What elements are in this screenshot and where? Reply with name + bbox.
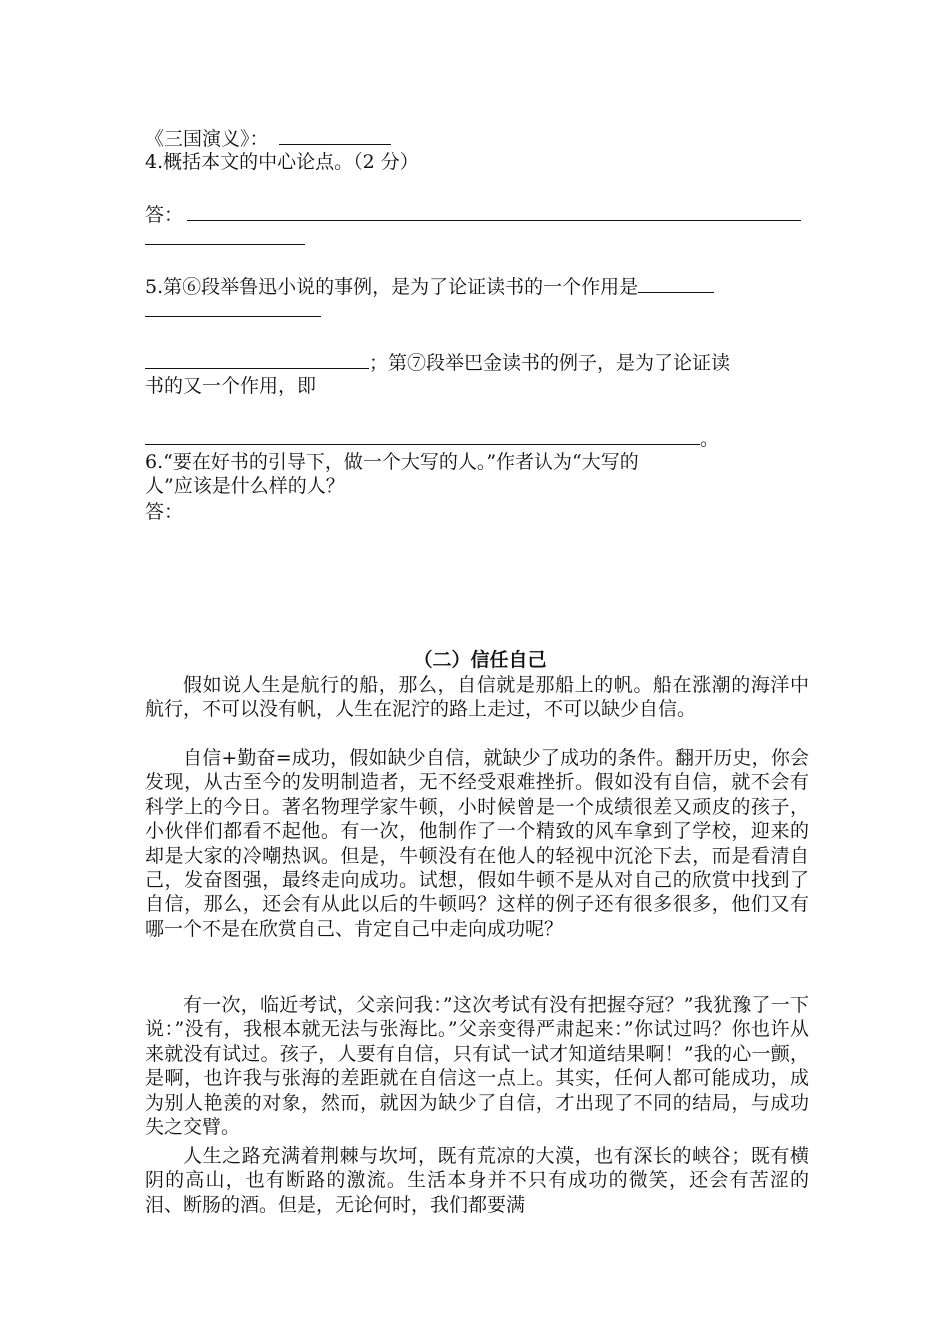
q5-answer-blank-2[interactable] [145, 298, 321, 317]
article-paragraph-4: 人生之路充满着荆棘与坎坷，既有荒凉的大漠，也有深长的峡谷；既有横阴的高山，也有断路的激流。生活本身并不只有成功的微笑，还会有苦涩的泪、断肠的酒。但是，无论何时，我们都要满 [145, 1145, 809, 1216]
q5-answer-line-2 [145, 298, 321, 323]
q5-mid-line [145, 350, 730, 375]
q6-line-2: 人”应该是什么样的人？ [145, 475, 345, 497]
q5-line-2: 书的又一个作用，即 [145, 375, 317, 397]
q5-mid-text: ；第⑦段举巴金读书的例子，是为了论证读 [369, 352, 731, 374]
q4-answer-blank-2[interactable] [145, 226, 305, 245]
article-title: （二）信任自己 [413, 649, 547, 671]
q3-tail-line [145, 126, 391, 151]
q4-answer-blank-1[interactable] [187, 202, 801, 221]
q5-final-line [145, 426, 719, 451]
q4-prompt: 4.概括本文的中心论点。（2 分） [145, 151, 419, 173]
article-paragraph-3: 有一次，临近考试，父亲问我：”这次考试有没有把握夺冠？”我犹豫了一下说：”没有，我根本就无法与张海比。”父亲变得严肃起来：”你试过吗？你也许从来就没有试过。孩子，人要有自信，只有试一试才知道结果啊！”我的心一颤，是啊，也许我与张海的差距就在自信这一点上。其实，任何人都可能成功，成为别人艳羡的对象，然而，就因为缺少了自信，才出现了不同的结局，与成功失之交臂。 [145, 994, 809, 1139]
q4-answer-line-2 [145, 226, 305, 251]
q6-answer-label: 答： [145, 501, 184, 523]
q5-answer-blank-1[interactable] [638, 274, 714, 293]
q5-prompt-line [145, 274, 714, 299]
q5-answer-blank-3[interactable] [145, 350, 369, 369]
q4-answer-line [145, 202, 801, 227]
article-paragraph-1: 假如说人生是航行的船，那么，自信就是那船上的帆。船在涨潮的海洋中航行，不可以没有帆，人生在泥泞的路上走过，不可以缺少自信。 [145, 674, 809, 721]
q5-end-mark: 。 [700, 428, 720, 450]
article-paragraph-2: 自信+勤奋=成功，假如缺少自信，就缺少了成功的条件。翻开历史，你会发现，从古至今的发明制造者，无不经受艰难挫折。假如没有自信，就不会有科学上的今日。著名物理学家牛顿，小时候曾是一个成绩很差又顽皮的孩子，小伙伴们都看不起他。有一次，他制作了一个精致的风车拿到了学校，迎来的却是大家的冷嘲热讽。但是，牛顿没有在他人的轻视中沉沦下去，而是看清自己，发奋图强，最终走向成功。试想，假如牛顿不是从对自己的欣赏中找到了自信，那么，还会有从此以后的牛顿吗？这样的例子还有很多很多，他们又有哪一个不是在欣赏自己、肯定自己中走向成功呢？ [145, 747, 809, 940]
q3-answer-blank[interactable] [279, 126, 391, 145]
q6-line-1: 6.“要在好书的引导下，做一个大写的人。”作者认为“大写的 [145, 451, 639, 473]
q3-tail-text: 《三国演义》： [145, 128, 269, 150]
q5-answer-blank-4[interactable] [145, 426, 700, 445]
q5-prompt: 5.第⑥段举鲁迅小说的事例，是为了论证读书的一个作用是 [145, 276, 639, 298]
q4-answer-label: 答： [145, 204, 184, 226]
